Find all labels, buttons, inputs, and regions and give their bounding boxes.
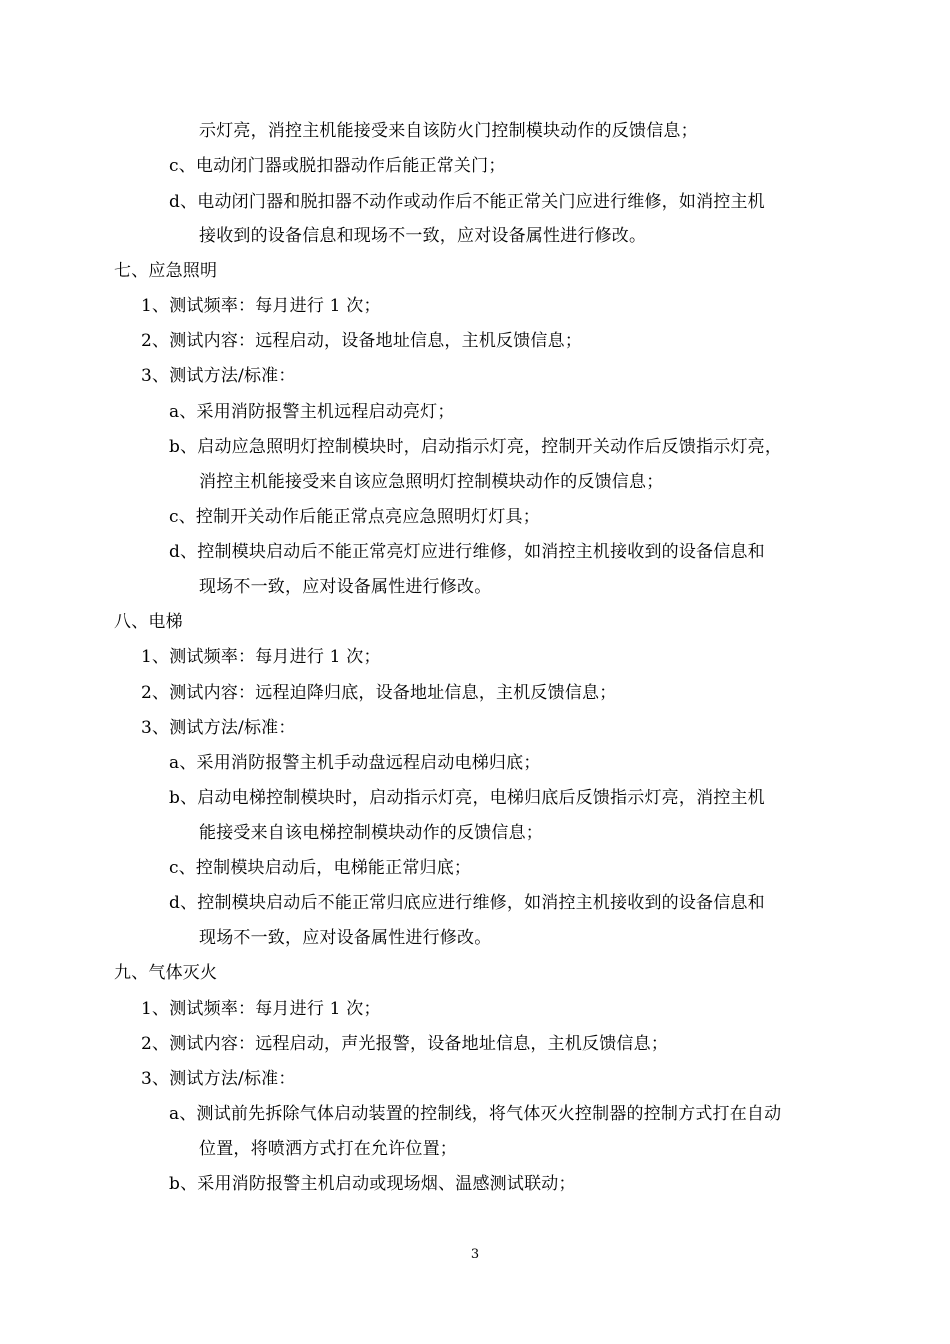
text-line: 3、测试方法/标准： <box>141 366 296 386</box>
text-line: b、启动电梯控制模块时，启动指示灯亮，电梯归底后反馈指示灯亮，消控主机 <box>169 788 765 808</box>
text-line: 示灯亮，消控主机能接受来自该防火门控制模块动作的反馈信息； <box>199 121 698 141</box>
section-heading: 七、应急照明 <box>114 261 218 281</box>
text-line: 位置，将喷洒方式打在允许位置； <box>199 1139 457 1159</box>
text-line: c、控制模块启动后，电梯能正常归底； <box>169 858 472 878</box>
text-line: c、控制开关动作后能正常点亮应急照明灯灯具； <box>169 507 540 527</box>
text-line: 1、测试频率：每月进行 1 次； <box>141 296 381 316</box>
text-line: 2、测试内容：远程迫降归底，设备地址信息，主机反馈信息； <box>141 683 617 703</box>
text-line: d、控制模块启动后不能正常归底应进行维修，如消控主机接收到的设备信息和 <box>169 893 765 913</box>
text-line: 3、测试方法/标准： <box>141 718 296 738</box>
text-line: 2、测试内容：远程启动，声光报警，设备地址信息，主机反馈信息； <box>141 1034 669 1054</box>
text-line: d、控制模块启动后不能正常亮灯应进行维修，如消控主机接收到的设备信息和 <box>169 542 765 562</box>
text-line: d、电动闭门器和脱扣器不动作或动作后不能正常关门应进行维修，如消控主机 <box>169 192 765 212</box>
text-line: 现场不一致，应对设备属性进行修改。 <box>199 928 492 948</box>
page-number: 3 <box>470 1247 480 1262</box>
text-line: 接收到的设备信息和现场不一致，应对设备属性进行修改。 <box>199 226 647 246</box>
section-heading: 九、气体灭火 <box>114 963 218 983</box>
text-line: a、测试前先拆除气体启动装置的控制线，将气体灭火控制器的控制方式打在自动 <box>169 1104 782 1124</box>
text-line: 2、测试内容：远程启动，设备地址信息，主机反馈信息； <box>141 331 583 351</box>
text-line: a、采用消防报警主机手动盘远程启动电梯归底； <box>169 753 541 773</box>
text-line: 能接受来自该电梯控制模块动作的反馈信息； <box>199 823 543 843</box>
text-line: c、电动闭门器或脱扣器动作后能正常关门； <box>169 156 506 176</box>
text-line: 1、测试频率：每月进行 1 次； <box>141 647 381 667</box>
text-line: 1、测试频率：每月进行 1 次； <box>141 999 381 1019</box>
text-line: 现场不一致，应对设备属性进行修改。 <box>199 577 492 597</box>
text-line: 3、测试方法/标准： <box>141 1069 296 1089</box>
text-line: a、采用消防报警主机远程启动亮灯； <box>169 402 455 422</box>
section-heading: 八、电梯 <box>114 612 183 632</box>
text-line: 消控主机能接受来自该应急照明灯控制模块动作的反馈信息； <box>199 472 664 492</box>
text-line: b、采用消防报警主机启动或现场烟、温感测试联动； <box>169 1174 576 1194</box>
text-line: b、启动应急照明灯控制模块时，启动指示灯亮，控制开关动作后反馈指示灯亮， <box>169 437 783 457</box>
